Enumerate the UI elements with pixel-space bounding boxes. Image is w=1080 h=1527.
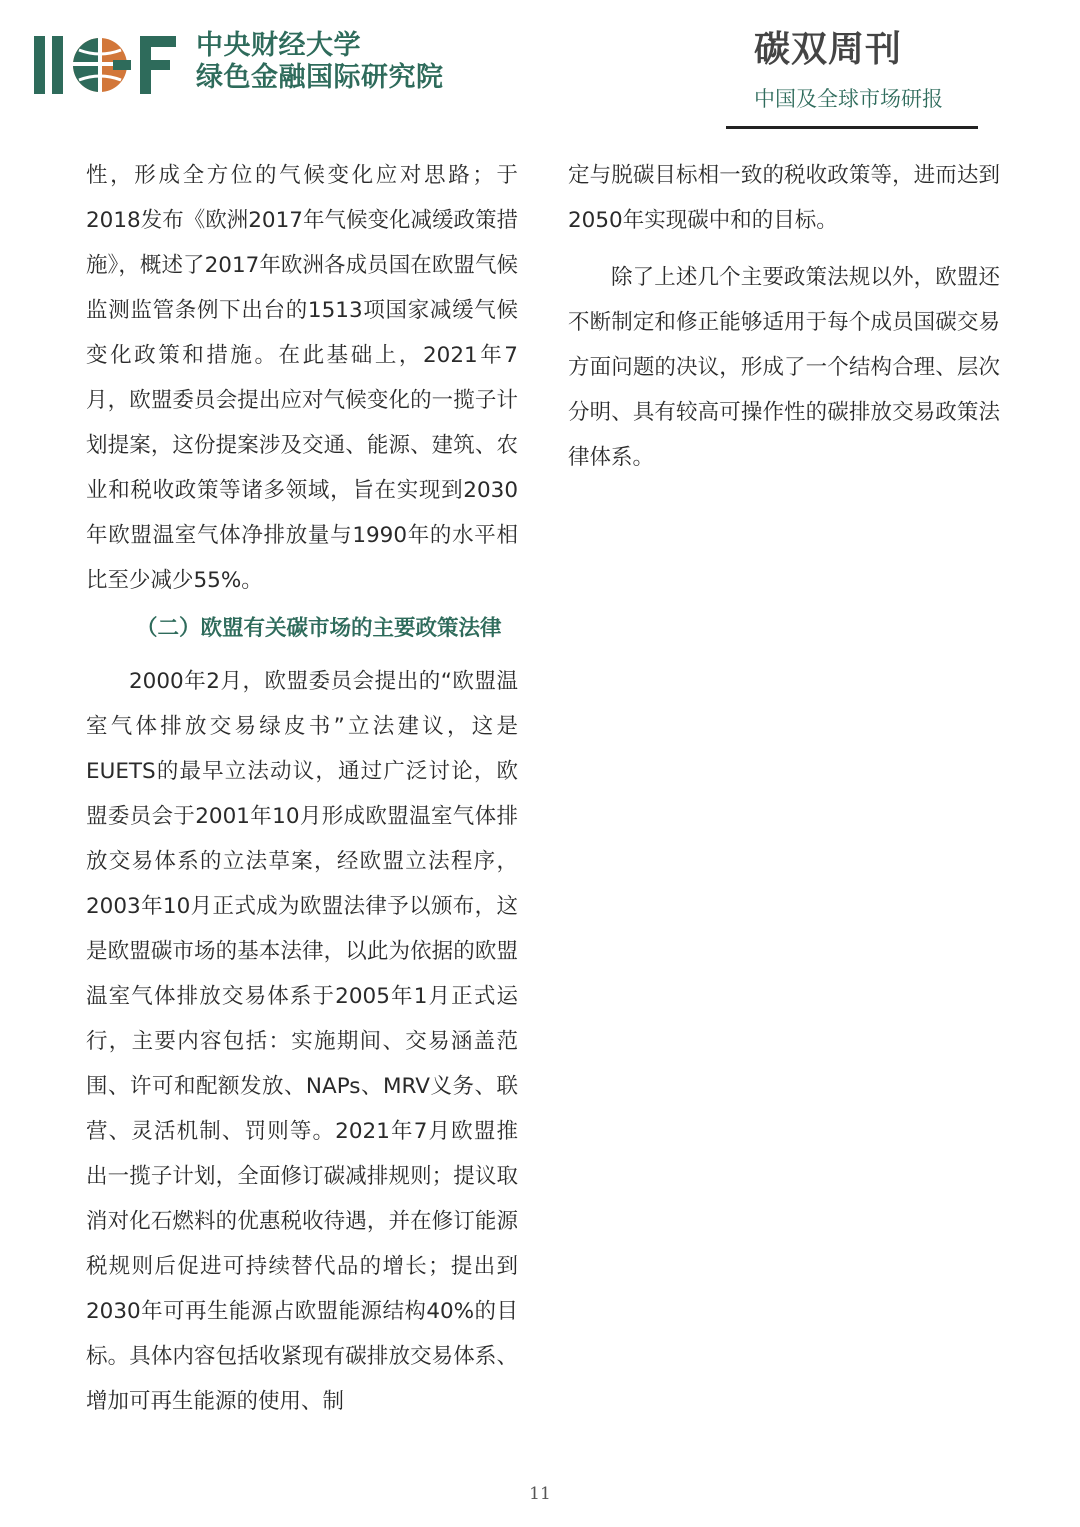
org-name-line-1: 中央财经大学 xyxy=(196,30,361,61)
iigf-logo-icon xyxy=(32,30,182,100)
left-paragraph-2: 2000年2月，欧盟委员会提出的“欧盟温室气体排放交易绿皮书”立法建议，这是EUETS的最早立法动议，通过广泛讨论，欧盟委员会于2001年10月形成欧盟温室气体排放交易体系的立法草案，经欧盟立法程序，2003年10月正式成为欧盟法律予以颁布，这是欧盟碳市场的基本法律，以此为依据的欧盟温室气体排放交易体系于2005年1月正式运行，主要内容包括：实施期间、交易涵盖范围、许可和配额发放、NAPs、MRV义务、联营、灵活机制、罚则等。2021年7月欧盟推出一揽子计划，全面修订碳减排规则；提议取消对化石燃料的优惠税收待遇，并在修订能源税规则后促进可持续替代品的增长；提出到2030年可再生能源占欧盟能源结构40%的目标。具体内容包括收紧现有碳排放交易体系、增加可再生能源的使用、制 xyxy=(86,669,518,1414)
publication-subtitle: 中国及全球市场研报 xyxy=(754,87,943,111)
right-paragraph-1: 定与脱碳目标相一致的税收政策等，进而达到2050年实现碳中和的目标。 xyxy=(568,163,1000,233)
page-number: 11 xyxy=(529,1484,551,1504)
right-paragraph-2: 除了上述几个主要政策法规以外，欧盟还不断制定和修正能够适用于每个成员国碳交易方面问题的决议，形成了一个结构合理、层次分明、具有较高可操作性的碳排放交易政策法律体系。 xyxy=(568,265,1000,470)
right-column xyxy=(568,153,1000,480)
left-column xyxy=(86,153,518,1424)
org-name xyxy=(196,30,516,94)
header-rule xyxy=(726,126,978,129)
left-paragraph-1: 性，形成全方位的气候变化应对思路；于2018发布《欧洲2017年气候变化减缓政策措施》，概述了2017年欧洲各成员国在欧盟气候监测监管条例下出台的1513项国家减缓气候变化政策和措施。在此基础上，2021年7月，欧盟委员会提出应对气候变化的一揽子计划提案，这份提案涉及交通、能源、建筑、农业和税收政策等诸多领域，旨在实现到2030年欧盟温室气体净排放量与1990年的水平相比至少减少55%。 xyxy=(86,163,518,593)
org-name-line-2: 绿色金融国际研究院 xyxy=(196,62,444,93)
publication-title: 碳双周刊 xyxy=(754,29,903,70)
section-heading: （二）欧盟有关碳市场的主要政策法律 xyxy=(136,616,502,641)
